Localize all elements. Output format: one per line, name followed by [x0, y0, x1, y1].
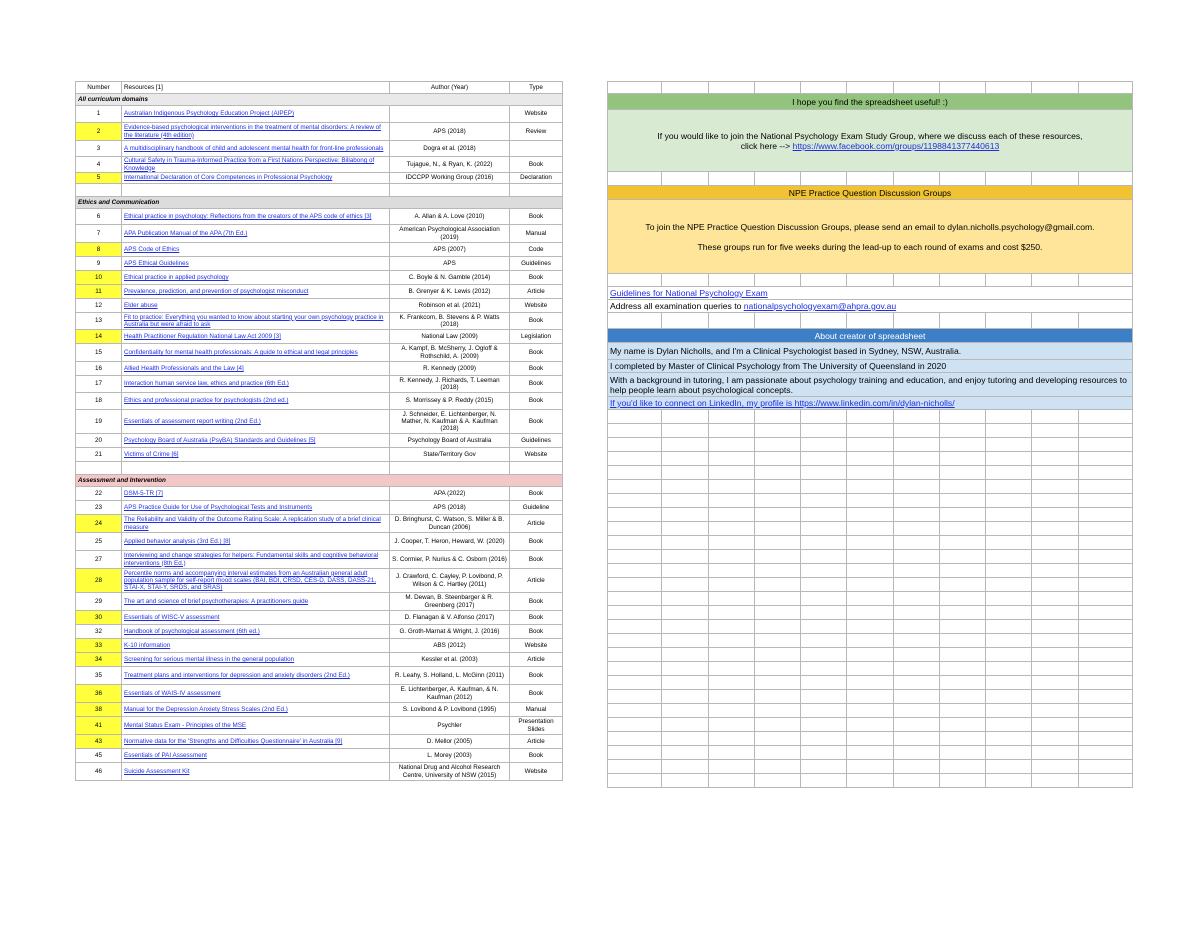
- about-line2: I completed by Master of Clinical Psychology from The University of Queensland in 2020: [608, 360, 1133, 373]
- type-cell: Book: [510, 685, 563, 703]
- table-row: [76, 106, 563, 123]
- author-cell: R. Leahy, S. Holland, L. McGinn (2011): [390, 667, 510, 685]
- npe-groups-line1: To join the NPE Practice Question Discussion Groups, please send an email to dylan.nicholls.psychology@gmail.com.: [645, 221, 1095, 232]
- type-cell: Article: [510, 735, 563, 749]
- resource-link[interactable]: Ethical practice in psychology: Reflections from the creators of the APS code of ethics [3]: [124, 212, 372, 220]
- about-line1: My name is Dylan Nicholls, and I'm a Clinical Psychologist based in Sydney, NSW, Australia.: [608, 343, 1133, 360]
- info-panel: [607, 81, 1133, 788]
- resource-cell: [122, 225, 390, 243]
- table-row: [76, 313, 563, 330]
- row-number: 9: [76, 257, 122, 271]
- resource-cell: [122, 243, 390, 257]
- empty-grid-row: [608, 718, 1133, 732]
- resource-link[interactable]: Handbook of psychological assessment (6th ed.): [124, 627, 260, 635]
- row-number: 29: [76, 593, 122, 611]
- table-row: [76, 157, 563, 173]
- resource-cell: [122, 271, 390, 285]
- table-row: [76, 209, 563, 225]
- table-row: [76, 376, 563, 393]
- resource-link[interactable]: Health Practitioner Regulation National Law Act 2009 [3]: [124, 332, 281, 340]
- resource-link[interactable]: Elder abuse: [124, 301, 158, 309]
- table-row: [76, 515, 563, 533]
- table-row: [76, 225, 563, 243]
- resource-cell: [122, 362, 390, 376]
- type-cell: Manual: [510, 225, 563, 243]
- author-cell: C. Boyle & N. Gamble (2014): [390, 271, 510, 285]
- resource-cell: [122, 410, 390, 434]
- author-cell: D. Flanagan & V. Alfonso (2017): [390, 611, 510, 625]
- resource-link[interactable]: A multidisciplinary handbook of child and adolescent mental health for front-line professionals: [124, 144, 384, 152]
- table-row: [76, 257, 563, 271]
- author-cell: D. Mellor (2005): [390, 735, 510, 749]
- spacer-row: [76, 462, 563, 475]
- click-here-text: click here -->: [740, 140, 791, 151]
- resource-cell: [122, 141, 390, 157]
- ahpra-email-link[interactable]: nationalpsychologyexam@ahpra.gov.au: [743, 301, 897, 311]
- resource-cell: [122, 763, 390, 781]
- resource-link[interactable]: Percentile norms and accompanying interval estimates from an Australian general adult population sample for self-report mood scales (BAI, BDI, CRSD, CES-D, DASS, DASS-21, STAI-X, STAI-Y, SRDS, and SRAS): [124, 569, 376, 592]
- type-cell: Guidelines: [510, 434, 563, 448]
- guidelines-link[interactable]: Guidelines for National Psychology Exam: [610, 288, 768, 298]
- empty-grid-row: [608, 564, 1133, 578]
- linkedin-link[interactable]: If you'd like to connect on LinkedIn, my profile is https://www.linkedin.com/in/dylan-nicholls/: [610, 398, 955, 408]
- empty-grid-row: [608, 648, 1133, 662]
- resource-link[interactable]: Victims of Crime [6]: [124, 450, 179, 458]
- resource-link[interactable]: Suicide Assessment Kit: [124, 767, 190, 775]
- resource-link[interactable]: Mental Status Exam - Principles of the MSE: [124, 721, 247, 729]
- author-cell: J. Schneider, E. Lichtenberger, N. Mather, N. Kaufman & A. Kaufman (2018): [390, 410, 510, 434]
- type-cell: Code: [510, 243, 563, 257]
- npe-groups-header: NPE Practice Question Discussion Groups: [608, 186, 1133, 200]
- table-row: [76, 569, 563, 593]
- author-cell: E. Lichtenberger, A. Kaufman, & N. Kaufman (2012): [390, 685, 510, 703]
- type-cell: Book: [510, 376, 563, 393]
- resource-link[interactable]: APA Publication Manual of the APA (7th Ed.): [124, 229, 248, 237]
- section-row: [76, 475, 563, 487]
- row-number: 16: [76, 362, 122, 376]
- author-cell: B. Grenyer & K. Lewis (2012): [390, 285, 510, 299]
- row-number: 23: [76, 501, 122, 515]
- type-cell: Book: [510, 344, 563, 362]
- resource-link[interactable]: Essentials of PAI Assessment: [124, 751, 207, 759]
- resource-link[interactable]: Manual for the Depression Anxiety Stress Scales (2nd Ed.): [124, 705, 288, 713]
- author-cell: APS (2018): [390, 501, 510, 515]
- row-number: 20: [76, 434, 122, 448]
- resource-cell: [122, 515, 390, 533]
- facebook-group-link[interactable]: https://www.facebook.com/groups/1198841377440613: [792, 140, 1000, 151]
- section-row: [76, 197, 563, 209]
- table-row: [76, 271, 563, 285]
- type-cell: Article: [510, 569, 563, 593]
- author-cell: J. Cooper, T. Heron, Heward, W. (2020): [390, 533, 510, 551]
- resource-link[interactable]: Cultural Safety in Trauma-Informed Practice from a First Nations Perspective: Billabong of Knowledge: [124, 157, 375, 172]
- header-resource: Resources [1]: [122, 82, 390, 94]
- author-cell: National Law (2009): [390, 330, 510, 344]
- table-row: [76, 735, 563, 749]
- resource-link[interactable]: Essentials of WAIS-IV assessment: [124, 689, 221, 697]
- type-cell: Book: [510, 209, 563, 225]
- resource-link[interactable]: Treatment plans and interventions for depression and anxiety disorders (2nd Ed.): [124, 671, 350, 679]
- section-row: [76, 94, 563, 106]
- table-row: [76, 625, 563, 639]
- author-cell: APS (2018): [390, 123, 510, 141]
- resource-link[interactable]: Evidence-based psychological interventions in the treatment of mental disorders: A review of the literature (4th edition): [124, 124, 381, 139]
- study-group-box: [608, 110, 1133, 172]
- table-row: [76, 487, 563, 501]
- resource-cell: [122, 257, 390, 271]
- row-number: 38: [76, 703, 122, 717]
- header-author: Author (Year): [390, 82, 510, 94]
- row-number: 32: [76, 625, 122, 639]
- type-cell: Declaration: [510, 173, 563, 184]
- resource-cell: [122, 157, 390, 173]
- type-cell: Book: [510, 410, 563, 434]
- table-row: [76, 639, 563, 653]
- table-row: [76, 717, 563, 735]
- resource-link[interactable]: Interviewing and change strategies for helpers: Fundamental skills and cognitive behavioral interventions (8th Ed.): [124, 552, 379, 567]
- author-cell: IDCCPP Working Group (2016): [390, 173, 510, 184]
- resource-cell: [122, 376, 390, 393]
- table-row: [76, 685, 563, 703]
- empty-grid-row: [608, 662, 1133, 676]
- author-cell: S. Cormier, P. Nurius & C. Osborn (2016): [390, 551, 510, 569]
- empty-grid-row: [608, 550, 1133, 564]
- table-row: [76, 344, 563, 362]
- table-row: [76, 393, 563, 410]
- author-cell: Kessler et al. (2003): [390, 653, 510, 667]
- empty-grid-row: [608, 578, 1133, 592]
- type-cell: Article: [510, 285, 563, 299]
- resource-cell: [122, 569, 390, 593]
- resource-cell: [122, 703, 390, 717]
- author-cell: American Psychological Association (2019): [390, 225, 510, 243]
- section-title: All curriculum domains: [76, 94, 563, 106]
- row-number: 13: [76, 313, 122, 330]
- table-row: [76, 362, 563, 376]
- row-number: 4: [76, 157, 122, 173]
- resource-cell: [122, 173, 390, 184]
- row-number: 25: [76, 533, 122, 551]
- row-number: 19: [76, 410, 122, 434]
- resource-link[interactable]: Psychology Board of Australia (PsyBA) Standards and Guidelines [5]: [124, 436, 316, 444]
- resource-link[interactable]: K-10 information: [124, 641, 171, 649]
- type-cell: Book: [510, 625, 563, 639]
- resource-link[interactable]: Fit to practice: Everything you wanted to know about starting your own psychology practice in Australia but were afraid to ask: [124, 313, 384, 328]
- author-cell: D. Bringhurst, C. Watson, S. Miller & B. Duncan (2006): [390, 515, 510, 533]
- empty-grid-row: [608, 746, 1133, 760]
- resource-link[interactable]: APS Practice Guide for Use of Psychological Tests and Instruments: [124, 503, 313, 511]
- table-row: [76, 749, 563, 763]
- author-cell: L. Morey (2003): [390, 749, 510, 763]
- resource-link[interactable]: The art and science of brief psychotherapies: A practitioners guide: [124, 597, 309, 605]
- type-cell: Book: [510, 667, 563, 685]
- table-row: [76, 533, 563, 551]
- empty-grid-row: [608, 410, 1133, 424]
- row-number: 30: [76, 611, 122, 625]
- empty-grid-row: [608, 676, 1133, 690]
- table-row: [76, 243, 563, 257]
- type-cell: Website: [510, 448, 563, 462]
- table-row: [76, 501, 563, 515]
- empty-grid-row: [608, 508, 1133, 522]
- resource-cell: [122, 393, 390, 410]
- type-cell: Book: [510, 533, 563, 551]
- npe-groups-box: [608, 200, 1133, 274]
- row-number: 24: [76, 515, 122, 533]
- resource-cell: [122, 106, 390, 123]
- resource-cell: [122, 625, 390, 639]
- row-number: 8: [76, 243, 122, 257]
- type-cell: [510, 141, 563, 157]
- author-cell: S. Lovibond & P. Lovibond (1995): [390, 703, 510, 717]
- row-number: 45: [76, 749, 122, 763]
- table-row: [76, 703, 563, 717]
- about-line3: With a background in tutoring, I am passionate about psychology training and education, and enjoy tutoring and developing resources to help people learn about psychological concepts.: [608, 373, 1133, 397]
- author-cell: R. Kennedy, J. Richards, T. Leeman (2018): [390, 376, 510, 393]
- row-number: 11: [76, 285, 122, 299]
- resource-cell: [122, 299, 390, 313]
- table-row: [76, 448, 563, 462]
- resource-cell: [122, 735, 390, 749]
- empty-grid-row: [608, 690, 1133, 704]
- resource-link[interactable]: Essentials of WISC-V assessment: [124, 613, 220, 621]
- type-cell: Review: [510, 123, 563, 141]
- type-cell: Book: [510, 393, 563, 410]
- author-cell: National Drug and Alcohol Research Centre, University of NSW (2015): [390, 763, 510, 781]
- type-cell: Book: [510, 551, 563, 569]
- resource-link[interactable]: Applied behavior analysis (3rd Ed.) [8]: [124, 537, 231, 545]
- table-row: [76, 141, 563, 157]
- author-cell: ABS (2012): [390, 639, 510, 653]
- empty-grid-row: [608, 704, 1133, 718]
- resource-link[interactable]: Screening for serious mental illness in the general population: [124, 655, 295, 663]
- type-cell: Book: [510, 271, 563, 285]
- table-row: [76, 551, 563, 569]
- row-number: 17: [76, 376, 122, 393]
- spacer-row: [76, 184, 563, 197]
- table-row: [76, 434, 563, 448]
- table-row: [76, 330, 563, 344]
- type-cell: Manual: [510, 703, 563, 717]
- section-title: Ethics and Communication: [76, 197, 563, 209]
- empty-grid-row: [608, 634, 1133, 648]
- row-number: 10: [76, 271, 122, 285]
- author-cell: K. Frankcom, B. Stevens & P. Watts (2018): [390, 313, 510, 330]
- type-cell: Book: [510, 313, 563, 330]
- table-row: [76, 123, 563, 141]
- type-cell: Article: [510, 653, 563, 667]
- type-cell: Legislation: [510, 330, 563, 344]
- resource-link[interactable]: International Declaration of Core Competences in Professional Psychology: [124, 174, 333, 182]
- resource-cell: [122, 749, 390, 763]
- author-cell: M. Dewan, B. Steenbarger & R. Greenberg (2017): [390, 593, 510, 611]
- row-number: 2: [76, 123, 122, 141]
- resource-cell: [122, 434, 390, 448]
- empty-grid-row: [608, 620, 1133, 634]
- author-cell: [390, 106, 510, 123]
- table-row: [76, 763, 563, 781]
- empty-grid-row: [608, 536, 1133, 550]
- resource-cell: [122, 448, 390, 462]
- type-cell: Article: [510, 515, 563, 533]
- resource-link[interactable]: APS Code of Ethics: [124, 245, 180, 253]
- author-cell: Psychology Board of Australia: [390, 434, 510, 448]
- about-header: About creator of spreadsheet: [608, 329, 1133, 343]
- resource-cell: [122, 313, 390, 330]
- resource-link[interactable]: The Reliability and Validity of the Outcome Rating Scale: A replication study of a brief clinical measure: [124, 516, 381, 531]
- row-number: 18: [76, 393, 122, 410]
- table-row: [76, 593, 563, 611]
- resource-link[interactable]: APS Ethical Guidelines: [124, 259, 189, 267]
- row-number: 21: [76, 448, 122, 462]
- empty-grid-row: [608, 774, 1133, 788]
- study-group-text: If you would like to join the National Psychology Exam Study Group, where we discuss each of these resources,: [657, 130, 1083, 141]
- type-cell: Guideline: [510, 501, 563, 515]
- type-cell: Book: [510, 749, 563, 763]
- author-cell: J. Crawford, C. Cayley, P. Lovibond, P. Wilson & C. Hartley (2011): [390, 569, 510, 593]
- type-cell: Book: [510, 487, 563, 501]
- resource-cell: [122, 551, 390, 569]
- resource-link[interactable]: Interaction human service law, ethics and practice (6th Ed.): [124, 380, 289, 388]
- row-number: 43: [76, 735, 122, 749]
- empty-grid-row: [608, 592, 1133, 606]
- resource-link[interactable]: Australian Indigenous Psychology Education Project (AIPEP): [124, 110, 295, 118]
- type-cell: Presentation Slides: [510, 717, 563, 735]
- resource-cell: [122, 209, 390, 225]
- resource-cell: [122, 639, 390, 653]
- row-number: 3: [76, 141, 122, 157]
- author-cell: APA (2022): [390, 487, 510, 501]
- author-cell: Tujague, N., & Ryan, K. (2022): [390, 157, 510, 173]
- address-text: Address all examination queries to: [610, 301, 742, 311]
- author-cell: APS (2007): [390, 243, 510, 257]
- table-row: [76, 299, 563, 313]
- row-number: 7: [76, 225, 122, 243]
- resource-cell: [122, 487, 390, 501]
- author-cell: APS: [390, 257, 510, 271]
- empty-grid-row: [608, 494, 1133, 508]
- empty-grid-row: [608, 466, 1133, 480]
- empty-grid-row: [608, 522, 1133, 536]
- empty-grid-row: [608, 424, 1133, 438]
- type-cell: Website: [510, 639, 563, 653]
- author-cell: R. Kennedy (2009): [390, 362, 510, 376]
- npe-groups-line2: These groups run for five weeks during the lead-up to each round of exams and cost $250.: [697, 241, 1043, 252]
- row-number: 33: [76, 639, 122, 653]
- resource-cell: [122, 533, 390, 551]
- table-row: [76, 285, 563, 299]
- type-cell: Website: [510, 763, 563, 781]
- resource-link[interactable]: Prevalence, prediction, and prevention of psychologist misconduct: [124, 287, 309, 295]
- resource-cell: [122, 344, 390, 362]
- row-number: 35: [76, 667, 122, 685]
- header-type: Type: [510, 82, 563, 94]
- row-number: 22: [76, 487, 122, 501]
- type-cell: Book: [510, 593, 563, 611]
- resource-cell: [122, 285, 390, 299]
- section-title: Assessment and Intervention: [76, 475, 563, 487]
- resources-table: [75, 81, 563, 781]
- empty-grid-row: [608, 480, 1133, 494]
- row-number: 36: [76, 685, 122, 703]
- author-cell: A. Allan & A. Love (2010): [390, 209, 510, 225]
- type-cell: Guidelines: [510, 257, 563, 271]
- resource-link[interactable]: Normative data for the 'Strengths and Difficulties Questionnaire' in Australia [9]: [124, 737, 343, 745]
- row-number: 12: [76, 299, 122, 313]
- table-row: [76, 653, 563, 667]
- empty-grid-row: [608, 760, 1133, 774]
- resource-cell: [122, 501, 390, 515]
- resource-cell: [122, 717, 390, 735]
- table-row: [76, 611, 563, 625]
- row-number: 15: [76, 344, 122, 362]
- resource-link[interactable]: Ethics and professional practice for psychologists (2nd ed.): [124, 397, 289, 405]
- type-cell: Book: [510, 611, 563, 625]
- empty-grid-row: [608, 606, 1133, 620]
- author-cell: S. Morrissey & P. Reddy (2015): [390, 393, 510, 410]
- table-row: [76, 410, 563, 434]
- header-num: Number: [76, 82, 122, 94]
- row-number: 41: [76, 717, 122, 735]
- type-cell: Book: [510, 362, 563, 376]
- author-cell: State/Territory Gov: [390, 448, 510, 462]
- row-number: 27: [76, 551, 122, 569]
- resource-link[interactable]: Ethical practice in applied psychology: [124, 273, 229, 281]
- table-row: [76, 173, 563, 184]
- resource-link[interactable]: Confidentiality for mental health professionals: A guide to ethical and legal principles: [124, 348, 358, 356]
- resource-cell: [122, 653, 390, 667]
- row-number: 6: [76, 209, 122, 225]
- row-number: 14: [76, 330, 122, 344]
- row-number: 5: [76, 173, 122, 184]
- resource-link[interactable]: DSM-5-TR [7]: [124, 489, 163, 497]
- resource-cell: [122, 667, 390, 685]
- author-cell: Psychler: [390, 717, 510, 735]
- resource-link[interactable]: Essentials of assessment report writing (2nd Ed.): [124, 417, 261, 425]
- resource-cell: [122, 330, 390, 344]
- row-number: 46: [76, 763, 122, 781]
- resource-cell: [122, 685, 390, 703]
- table-row: [76, 667, 563, 685]
- hope-banner: I hope you find the spreadsheet useful! :): [608, 94, 1133, 110]
- author-cell: G. Groth-Marnat & Wright, J. (2016): [390, 625, 510, 639]
- type-cell: Website: [510, 106, 563, 123]
- author-cell: Robinson et al. (2021): [390, 299, 510, 313]
- resource-cell: [122, 123, 390, 141]
- empty-grid-row: [608, 452, 1133, 466]
- type-cell: Website: [510, 299, 563, 313]
- type-cell: Book: [510, 157, 563, 173]
- row-number: 28: [76, 569, 122, 593]
- author-cell: A. Kampf, B. McSherry, J. Ogloff & Rothschild, A. (2009): [390, 344, 510, 362]
- resource-link[interactable]: Allied Health Professionals and the Law [4]: [124, 364, 244, 372]
- row-number: 34: [76, 653, 122, 667]
- table-header-row: [76, 82, 563, 94]
- resource-cell: [122, 593, 390, 611]
- author-cell: Dogra et al. (2018): [390, 141, 510, 157]
- empty-grid-row: [608, 732, 1133, 746]
- empty-grid-row: [608, 438, 1133, 452]
- resource-cell: [122, 611, 390, 625]
- row-number: 1: [76, 106, 122, 123]
